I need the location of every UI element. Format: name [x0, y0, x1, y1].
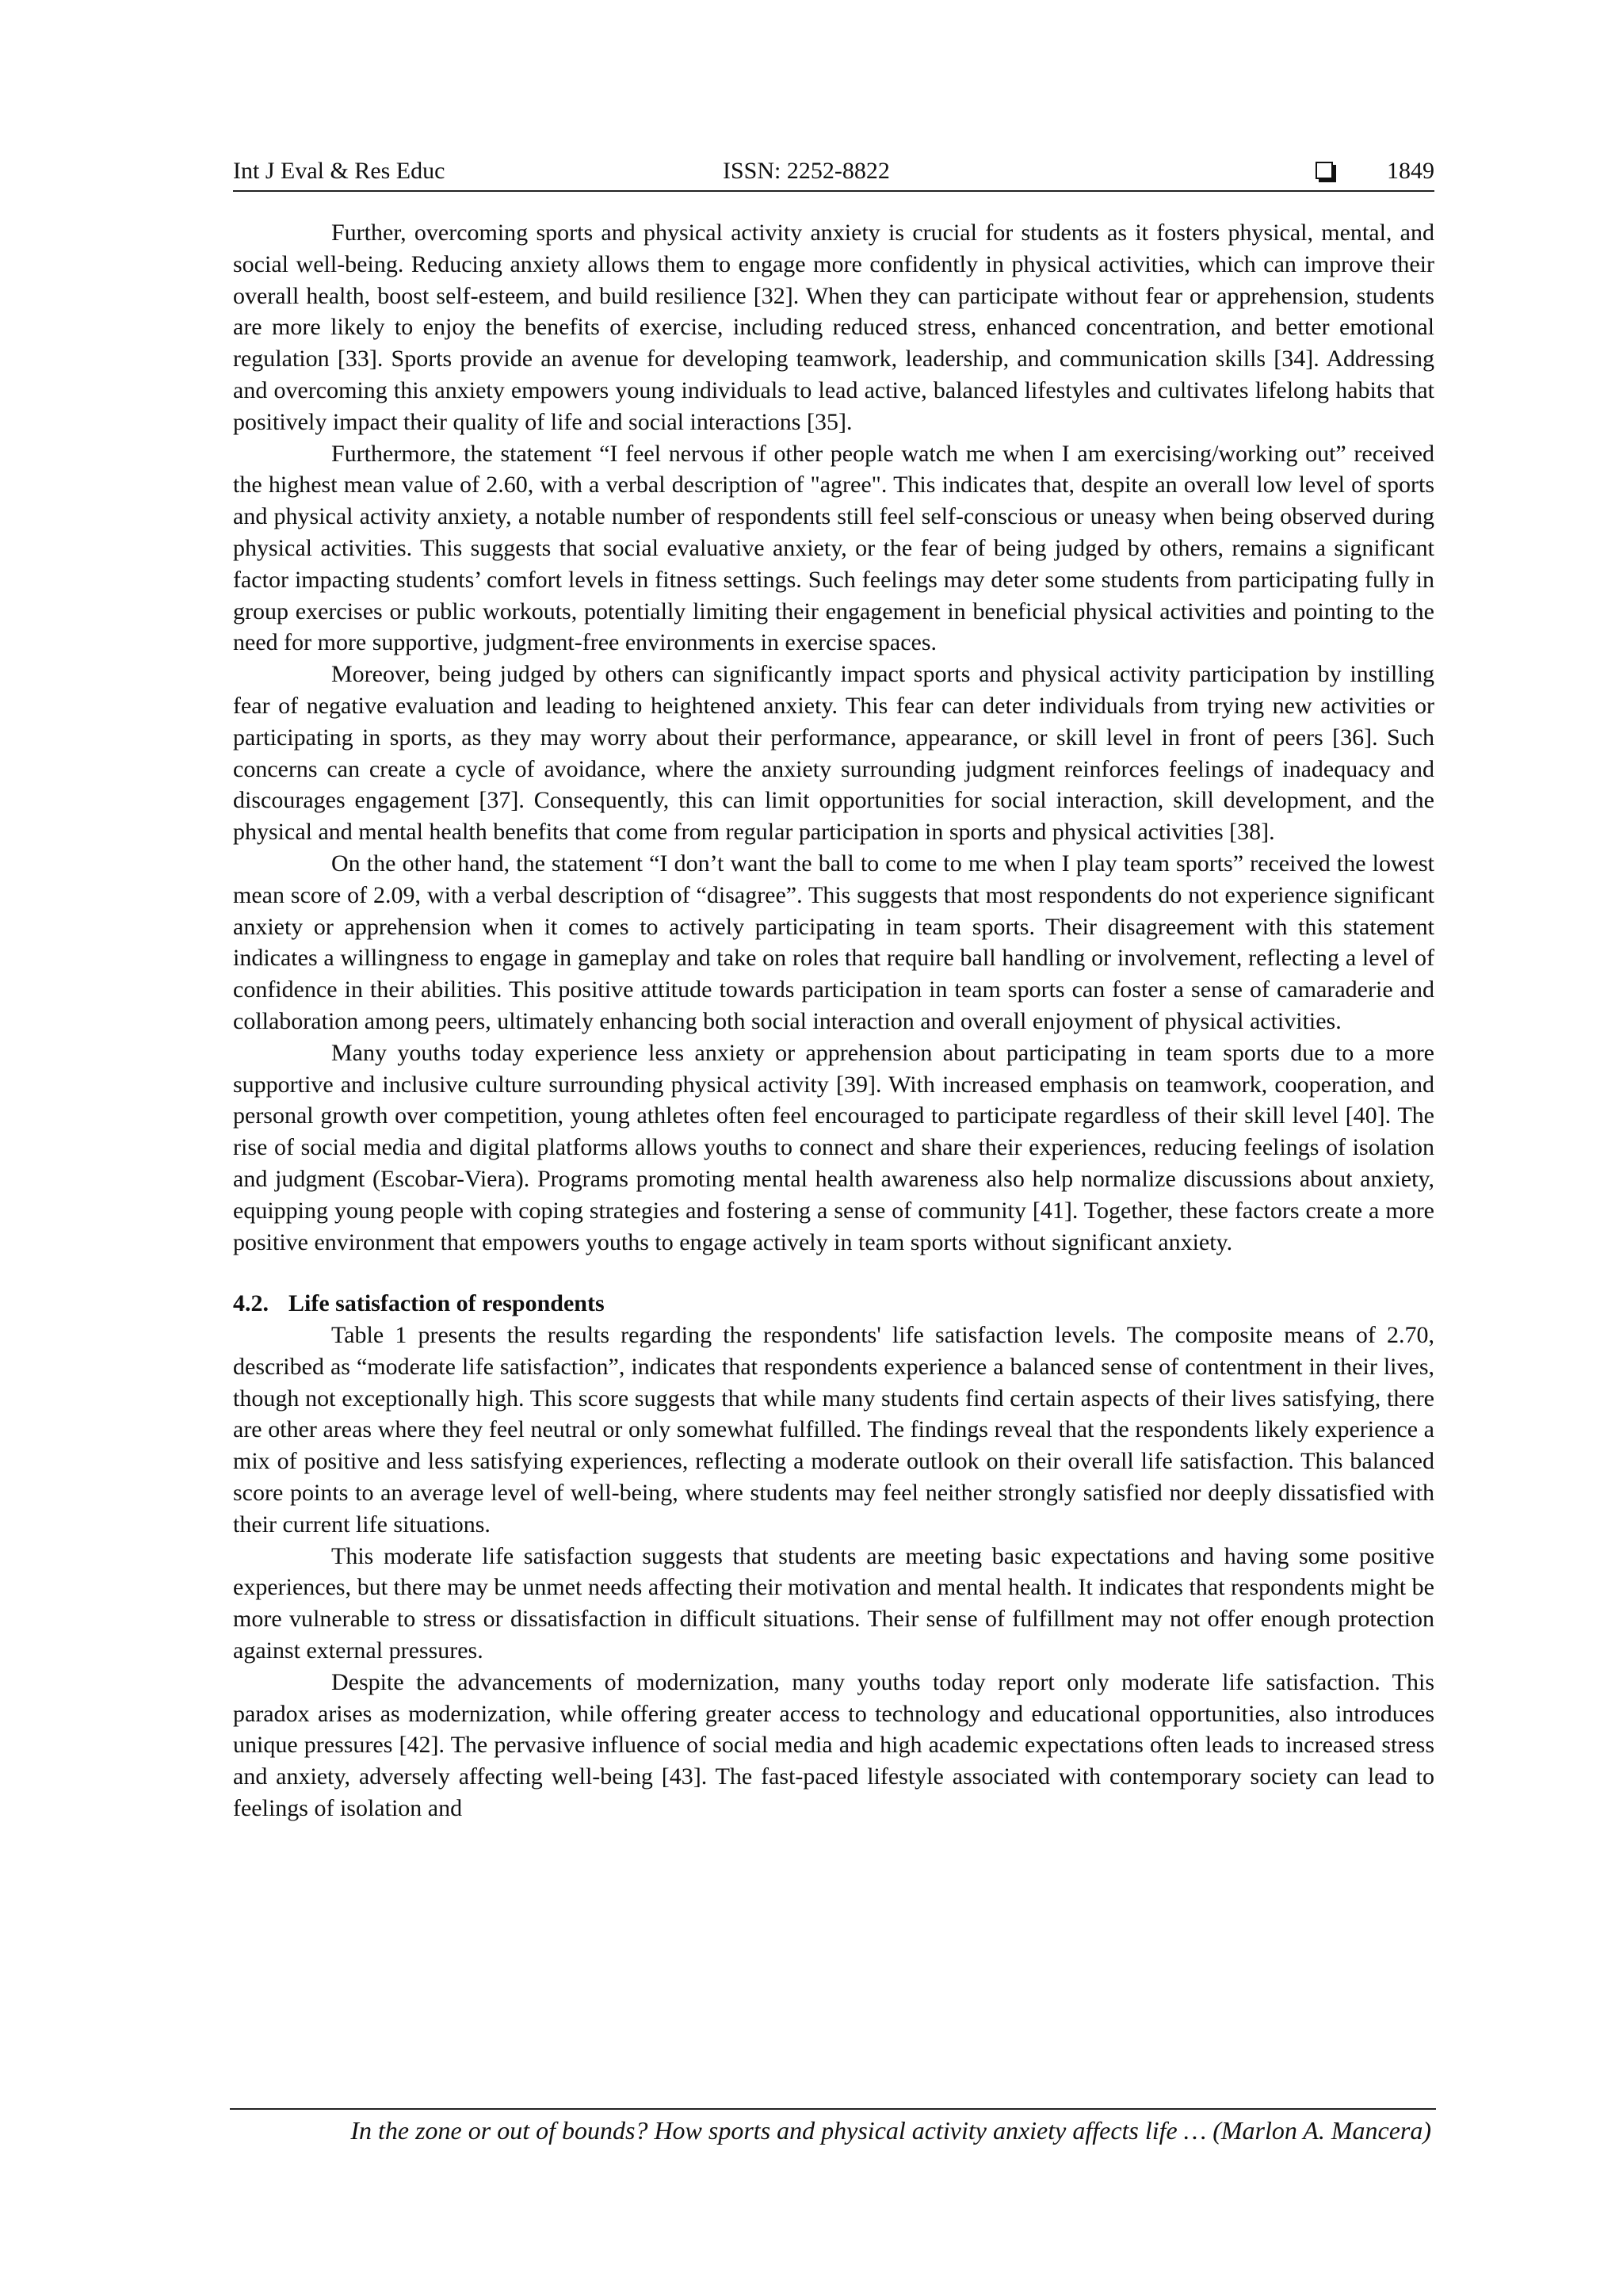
paragraph: Many youths today experience less anxiety or apprehension about participating in team sports due to a more supportive and inclusive culture surrounding physical activity [39]. With increased emphasis on teamwork, cooperation, and personal growth over competition, young athletes often feel encouraged to participate regardless of their skill level [40]. The rise of social media and digital platforms allows youths to connect and share their experiences, reducing feelings of isolation and judgment (Escobar-Viera). Programs promoting mental health awareness also help normalize discussions about anxiety, equipping young people with coping strategies and fostering a sense of community [41]. Together, these factors create a more positive environment that empowers youths to engage actively in team sports without significant anxiety.: [233, 1039, 1434, 1255]
section-number: 4.2.: [233, 1290, 269, 1317]
running-footer: In the zone or out of bounds? How sports and physical activity anxiety affects life … (Marlon A. Mancera): [350, 2116, 1431, 2145]
footer-divider: [230, 2108, 1436, 2110]
section-heading: [233, 1288, 1434, 1320]
article-body: [233, 217, 1434, 1824]
checkbox-square-icon: [1316, 162, 1333, 179]
paragraph: Further, overcoming sports and physical activity anxiety is crucial for students as it fosters physical, mental, and social well-being. Reducing anxiety allows them to engage more confidently in physical activities, which can improve their overall health, boost self-esteem, and build resilience [32]. When they can participate without fear or apprehension, students are more likely to enjoy the benefits of exercise, including reduced stress, enhanced concentration, and better emotional regulation [33]. Sports provide an avenue for developing teamwork, leadership, and communication skills [34]. Addressing and overcoming this anxiety empowers young individuals to lead active, balanced lifestyles and cultivates lifelong habits that positively impact their quality of life and social interactions [35].: [233, 220, 1434, 435]
paragraph: This moderate life satisfaction suggests that students are meeting basic expectations and having some positive experiences, but there may be unmet needs affecting their motivation and mental health. It indicates that respondents might be more vulnerable to stress or dissatisfaction in difficult situations. Their sense of fulfillment may not offer enough protection against external pressures.: [233, 1542, 1434, 1664]
paragraph: Moreover, being judged by others can significantly impact sports and physical activity participation by instilling fear of negative evaluation and leading to heightened anxiety. This fear can deter individuals from trying new activities or participating in sports, as they may worry about their performance, appearance, or skill level in front of peers [36]. Such concerns can create a cycle of avoidance, where the anxiety surrounding judgment reinforces feelings of inadequacy and discourages engagement [37]. Consequently, this can limit opportunities for social interaction, skill development, and the physical and mental health benefits that come from regular participation in sports and physical activities [38].: [233, 661, 1434, 846]
page-header: [233, 155, 1434, 192]
page-number: 1849: [1387, 158, 1434, 184]
paragraph: Table 1 presents the results regarding the respondents' life satisfaction levels. The composite means of 2.70, described as “moderate life satisfaction”, indicates that respondents experience a balanced sense of contentment in their lives, though not exceptionally high. This score suggests that while many students find certain aspects of their lives satisfying, there are other areas where they feel neutral or only somewhat fulfilled. The findings reveal that the respondents likely experience a mix of positive and less satisfying experiences, reflecting a moderate outlook on their overall life satisfaction. This balanced score points to an average level of well-being, where students may feel neither strongly satisfied nor deeply dissatisfied with their current life situations.: [233, 1322, 1434, 1538]
issn: ISSN: 2252-8822: [723, 158, 890, 184]
paragraph: Furthermore, the statement “I feel nervous if other people watch me when I am exercising/working out” received the highest mean value of 2.60, with a verbal description of "agree". This indicates that, despite an overall low level of sports and physical activity anxiety, a notable number of respondents still feel self-conscious or uneasy when being observed during physical activities. This suggests that social evaluative anxiety, or the fear of being judged by others, remains a significant factor impacting students’ comfort levels in fitness settings. Such feelings may deter some students from participating fully in group exercises or public workouts, potentially limiting their engagement in beneficial physical activities and pointing to the need for more supportive, judgment-free environments in exercise spaces.: [233, 440, 1434, 656]
journal-name: Int J Eval & Res Educ: [233, 158, 445, 184]
section-title: Life satisfaction of respondents: [288, 1290, 605, 1317]
paragraph: Despite the advancements of modernization, many youths today report only moderate life satisfaction. This paradox arises as modernization, while offering greater access to technology and educational opportunities, also introduces unique pressures [42]. The pervasive influence of social media and high academic expectations often leads to increased stress and anxiety, adversely affecting well-being [43]. The fast-paced lifestyle associated with contemporary society can lead to feelings of isolation and: [233, 1668, 1434, 1822]
paragraph: On the other hand, the statement “I don’t want the ball to come to me when I play team sports” received the lowest mean score of 2.09, with a verbal description of “disagree”. This suggests that most respondents do not experience significant anxiety or apprehension when it comes to actively participating in team sports. Their disagreement with this statement indicates a willingness to engage in gameplay and take on roles that require ball handling or involvement, reflecting a level of confidence in their abilities. This positive attitude towards participation in team sports can foster a sense of camaraderie and collaboration among peers, ultimately enhancing both social interaction and overall enjoyment of physical activities.: [233, 850, 1434, 1034]
